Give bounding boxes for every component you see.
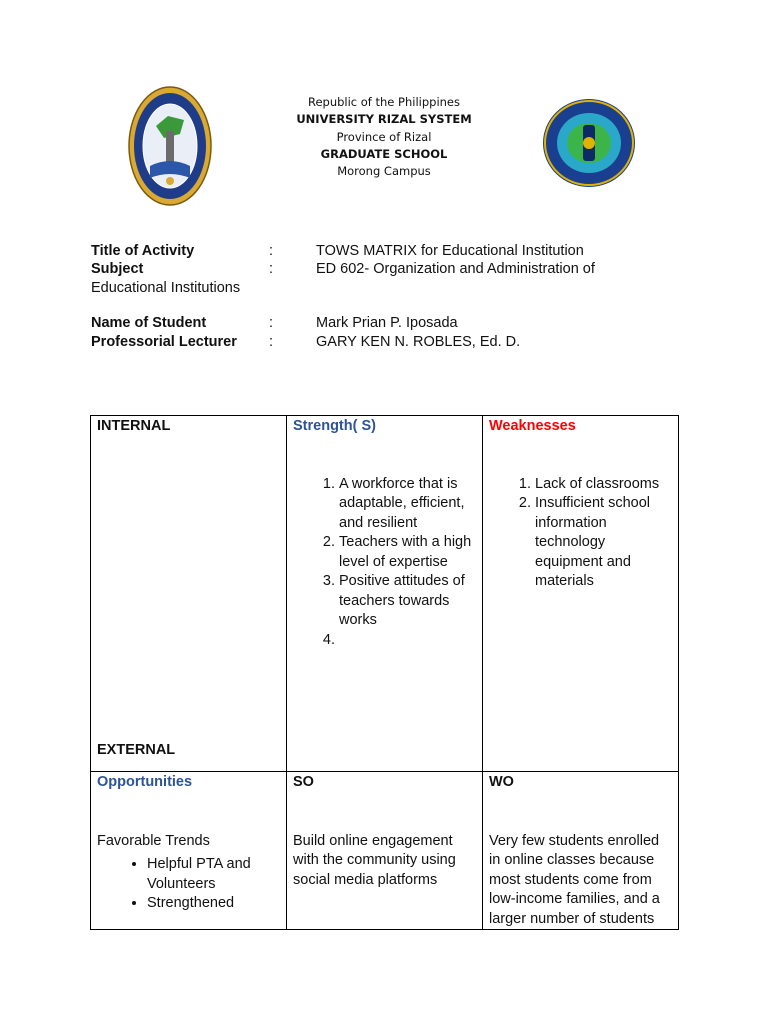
strengths-cell (287, 416, 483, 772)
tows-matrix-table (90, 415, 679, 930)
list-item: 2. Teachers with a high level of expertise (339, 533, 476, 572)
strengths-list (293, 475, 476, 651)
weaknesses-cell (483, 416, 679, 772)
so-text: Build online engagement with the community using social media platforms (293, 832, 456, 888)
internal-label: INTERNAL (97, 418, 171, 434)
list-item: • Helpful PTA and Volunteers (147, 855, 280, 894)
so-cell (287, 772, 483, 930)
subject-value-continued: Educational Institutions (91, 280, 241, 296)
student-value: Mark Prian P. Iposada (316, 315, 458, 331)
table-row (91, 416, 679, 772)
lecturer-label: Professorial Lecturer (91, 334, 237, 350)
wo-cell (483, 772, 679, 930)
list-item: 3. Positive attitudes of teachers towards works (339, 572, 476, 631)
header-campus: Morong Campus (337, 164, 431, 179)
title-value: TOWS MATRIX for Educational Institution (316, 243, 584, 259)
list-item: 1. A workforce that is adaptable, efficient, and resilient (339, 475, 476, 534)
header-republic: Republic of the Philippines (307, 95, 461, 109)
opportunities-list (97, 855, 280, 914)
strength-header: Strength( S) (293, 418, 376, 434)
student-label: Name of Student (91, 315, 207, 331)
subject-label: Subject (91, 261, 144, 277)
header-province: Province of Rizal (336, 129, 432, 144)
subject-colon: : (269, 261, 274, 277)
weakness-header: Weaknesses (489, 418, 576, 434)
internal-external-cell (91, 416, 287, 772)
graduate-school-seal-icon (542, 98, 636, 188)
header-graduate-school: GRADUATE SCHOOL (320, 146, 448, 161)
opportunities-intro: Favorable Trends (97, 832, 210, 849)
list-item: 1. Lack of classrooms (535, 475, 672, 495)
weaknesses-list (489, 475, 672, 592)
lecturer-value: GARY KEN N. ROBLES, Ed. D. (316, 334, 521, 350)
header-university: UNIVERSITY RIZAL SYSTEM (296, 112, 472, 127)
table-row (91, 772, 679, 930)
opportunities-cell (91, 772, 287, 930)
so-header: SO (293, 774, 314, 790)
document-header (0, 94, 768, 180)
subject-value: ED 602- Organization and Administration of (316, 261, 595, 277)
lecturer-colon: : (269, 334, 274, 350)
list-item: • Strengthened (147, 894, 280, 914)
title-colon: : (269, 243, 274, 259)
list-item: 2. Insufficient school information technology equipment and materials (535, 494, 672, 592)
student-colon: : (269, 315, 274, 331)
wo-header: WO (489, 774, 514, 790)
external-label: EXTERNAL (97, 741, 176, 758)
title-label: Title of Activity (91, 243, 195, 259)
activity-info (91, 242, 691, 352)
wo-text: Very few students enrolled in online classes because most students come from low-income families, and a larger number of students (489, 832, 660, 927)
list-item (339, 631, 476, 651)
opportunities-header: Opportunities (97, 774, 193, 790)
